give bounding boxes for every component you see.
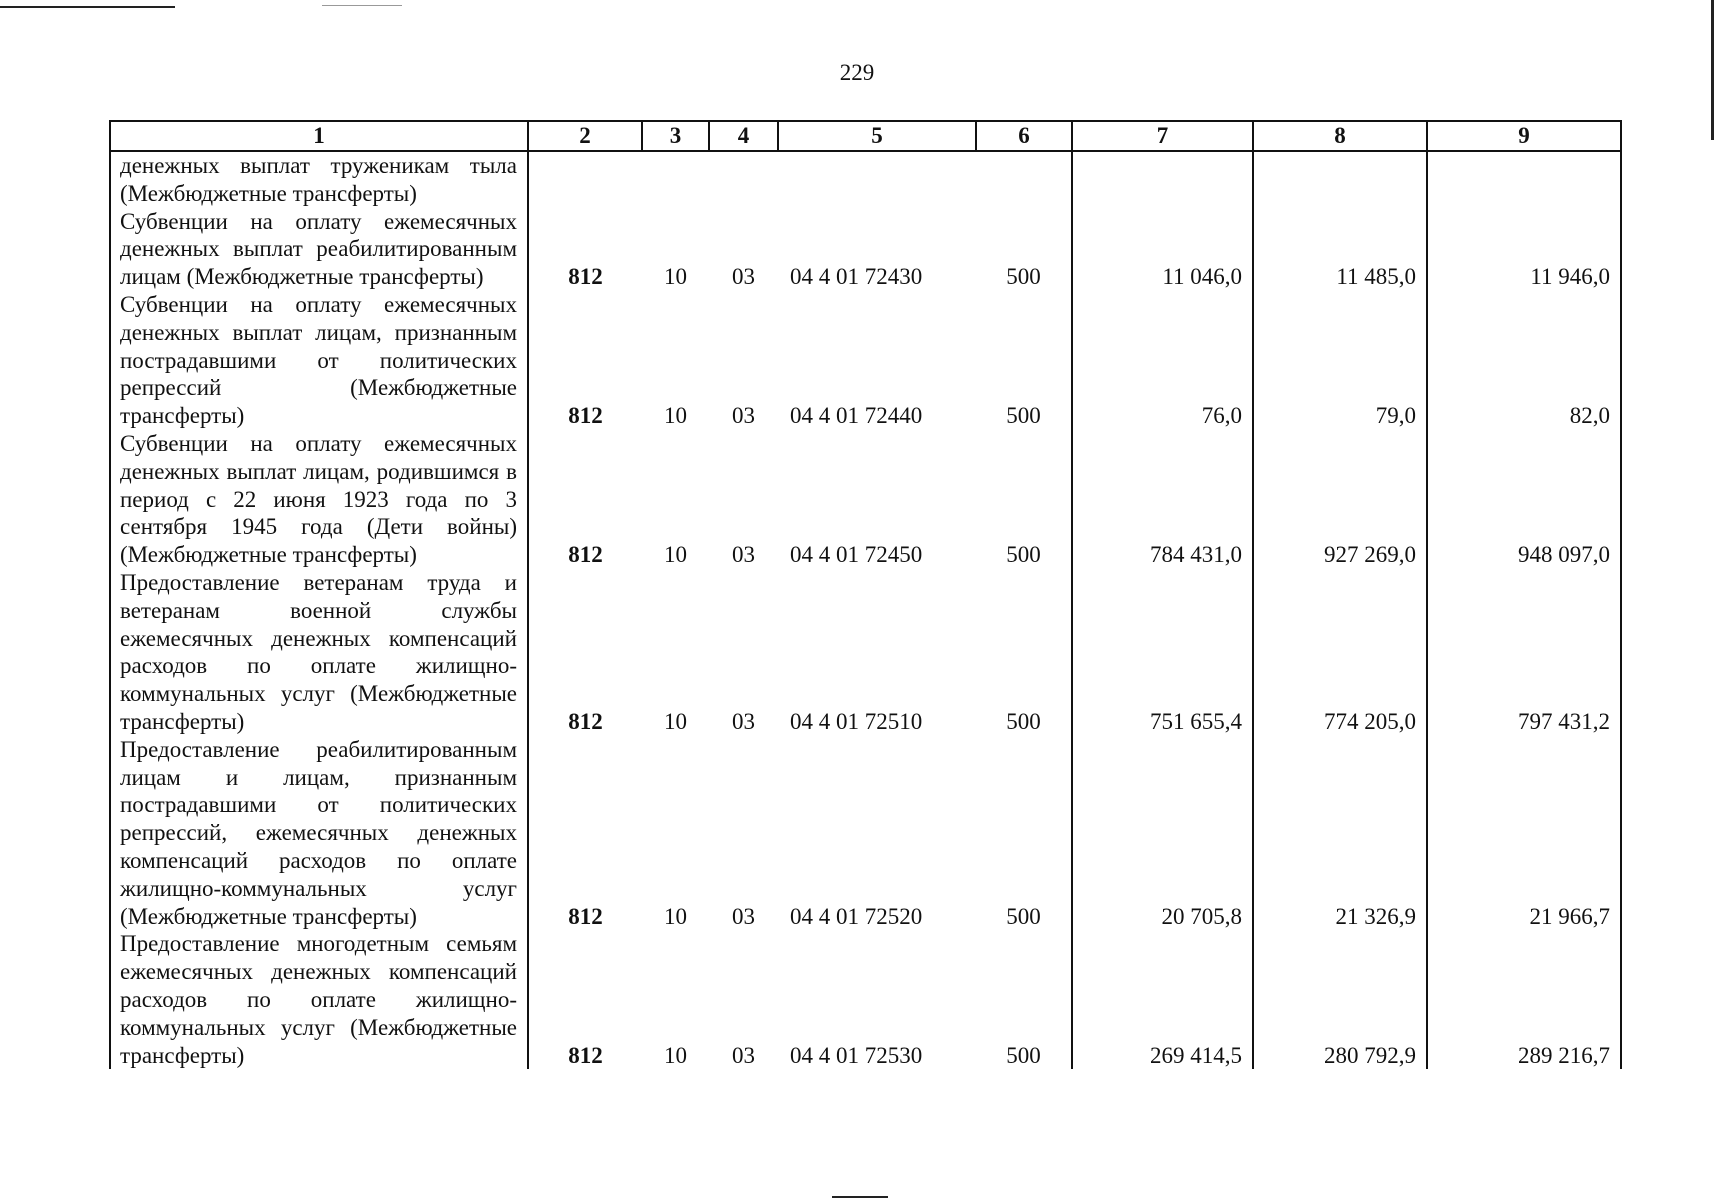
scan-artifact-line [832, 1196, 888, 1198]
table-header-row [110, 121, 1621, 151]
row-description: Субвенции на оплату ежемесячных денежных выплат реабилитированным лицам (Межбюджетные трансферты) [110, 208, 528, 291]
row-amount-8: 79,0 [1253, 291, 1427, 430]
column-header: 7 [1072, 121, 1253, 151]
row-expense-type: 500 [976, 569, 1072, 736]
row-amount-9: 797 431,2 [1427, 569, 1621, 736]
table-row [110, 569, 1621, 736]
row-code: 812 [528, 569, 642, 736]
bottom-margin [0, 1104, 1714, 1200]
scan-artifact-line [0, 6, 175, 8]
row-description: Предоставление реабилитированным лицам и лицам, признанным пострадавшими от политических репрессий, ежемесячных денежных компенсаций расходов по оплате жилищно-коммунальных услуг (Межбюджетные трансферты) [110, 736, 528, 931]
row-target: 04 4 01 72520 [790, 903, 923, 929]
row-expense-type: 500 [976, 208, 1072, 291]
table-row [110, 430, 1621, 569]
row-amount-7: 11 046,0 [1072, 208, 1253, 291]
row-description: Предоставление ветеранам труда и ветеранам военной службы ежемесячных денежных компенсаций расходов по оплате жилищно-коммунальных услуг (Межбюджетные трансферты) [110, 569, 528, 736]
row-expense-type: 500 [976, 291, 1072, 430]
row-subsection: 03 [732, 264, 755, 290]
row-code [528, 151, 642, 208]
row-amount-7: 269 414,5 [1072, 930, 1253, 1069]
budget-table [109, 120, 1622, 1069]
row-description: Предоставление многодетным семьям ежемесячных денежных компенсаций расходов по оплате жилищно-коммунальных услуг (Межбюджетные трансферты) [110, 930, 528, 1069]
scan-artifact-line [322, 5, 402, 6]
row-amount-9 [1427, 151, 1621, 208]
row-amount-8: 774 205,0 [1253, 569, 1427, 736]
row-amount-8 [1253, 151, 1427, 208]
column-header: 2 [528, 121, 642, 151]
row-subsection: 03 [732, 1042, 755, 1068]
column-header: 4 [709, 121, 778, 151]
row-subsection: 03 [732, 903, 755, 929]
row-amount-7: 784 431,0 [1072, 430, 1253, 569]
row-amount-7 [1072, 151, 1253, 208]
row-code: 812 [528, 430, 642, 569]
row-section: 10 [664, 264, 687, 290]
table-row [110, 930, 1621, 1069]
row-code: 812 [528, 930, 642, 1069]
row-target: 04 4 01 72430 [790, 264, 923, 290]
row-target: 04 4 01 72530 [790, 1042, 923, 1068]
row-description: Субвенции на оплату ежемесячных денежных выплат лицам, родившимся в период с 22 июня 1923 года по 3 сентября 1945 года (Дети войны) (Межбюджетные трансферты) [110, 430, 528, 569]
row-description: Субвенции на оплату ежемесячных денежных выплат лицам, признанным пострадавшими от политических репрессий (Межбюджетные трансферты) [110, 291, 528, 430]
table-row [110, 291, 1621, 430]
column-header: 3 [642, 121, 709, 151]
row-amount-8: 11 485,0 [1253, 208, 1427, 291]
row-target: 04 4 01 72510 [790, 708, 923, 734]
row-section: 10 [664, 903, 687, 929]
row-amount-8: 21 326,9 [1253, 736, 1427, 931]
row-amount-8: 927 269,0 [1253, 430, 1427, 569]
row-code: 812 [528, 291, 642, 430]
row-amount-9: 948 097,0 [1427, 430, 1621, 569]
row-section: 10 [664, 542, 687, 568]
page-number: 229 [839, 60, 875, 85]
row-subsection: 03 [732, 708, 755, 734]
row-section: 10 [664, 1042, 687, 1068]
row-amount-9: 21 966,7 [1427, 736, 1621, 931]
row-section: 10 [664, 403, 687, 429]
column-header: 5 [778, 121, 976, 151]
row-amount-7: 20 705,8 [1072, 736, 1253, 931]
row-amount-9: 289 216,7 [1427, 930, 1621, 1069]
row-description: денежных выплат труженикам тыла (Межбюджетные трансферты) [110, 151, 528, 208]
column-header: 1 [110, 121, 528, 151]
row-code: 812 [528, 208, 642, 291]
row-target [778, 151, 976, 208]
row-subsection [709, 151, 778, 208]
row-subsection: 03 [732, 542, 755, 568]
row-code: 812 [528, 736, 642, 931]
row-expense-type [976, 151, 1072, 208]
row-expense-type: 500 [976, 736, 1072, 931]
row-subsection: 03 [732, 403, 755, 429]
row-section: 10 [664, 708, 687, 734]
table-row [110, 736, 1621, 931]
table-row [110, 208, 1621, 291]
table-row [110, 151, 1621, 208]
row-target: 04 4 01 72440 [790, 403, 923, 429]
column-header: 8 [1253, 121, 1427, 151]
row-amount-9: 11 946,0 [1427, 208, 1621, 291]
row-amount-7: 751 655,4 [1072, 569, 1253, 736]
row-amount-7: 76,0 [1072, 291, 1253, 430]
row-amount-8: 280 792,9 [1253, 930, 1427, 1069]
row-expense-type: 500 [976, 930, 1072, 1069]
column-header: 9 [1427, 121, 1621, 151]
row-expense-type: 500 [976, 430, 1072, 569]
row-target: 04 4 01 72450 [790, 542, 923, 568]
row-amount-9: 82,0 [1427, 291, 1621, 430]
column-header: 6 [976, 121, 1072, 151]
row-section [642, 151, 709, 208]
